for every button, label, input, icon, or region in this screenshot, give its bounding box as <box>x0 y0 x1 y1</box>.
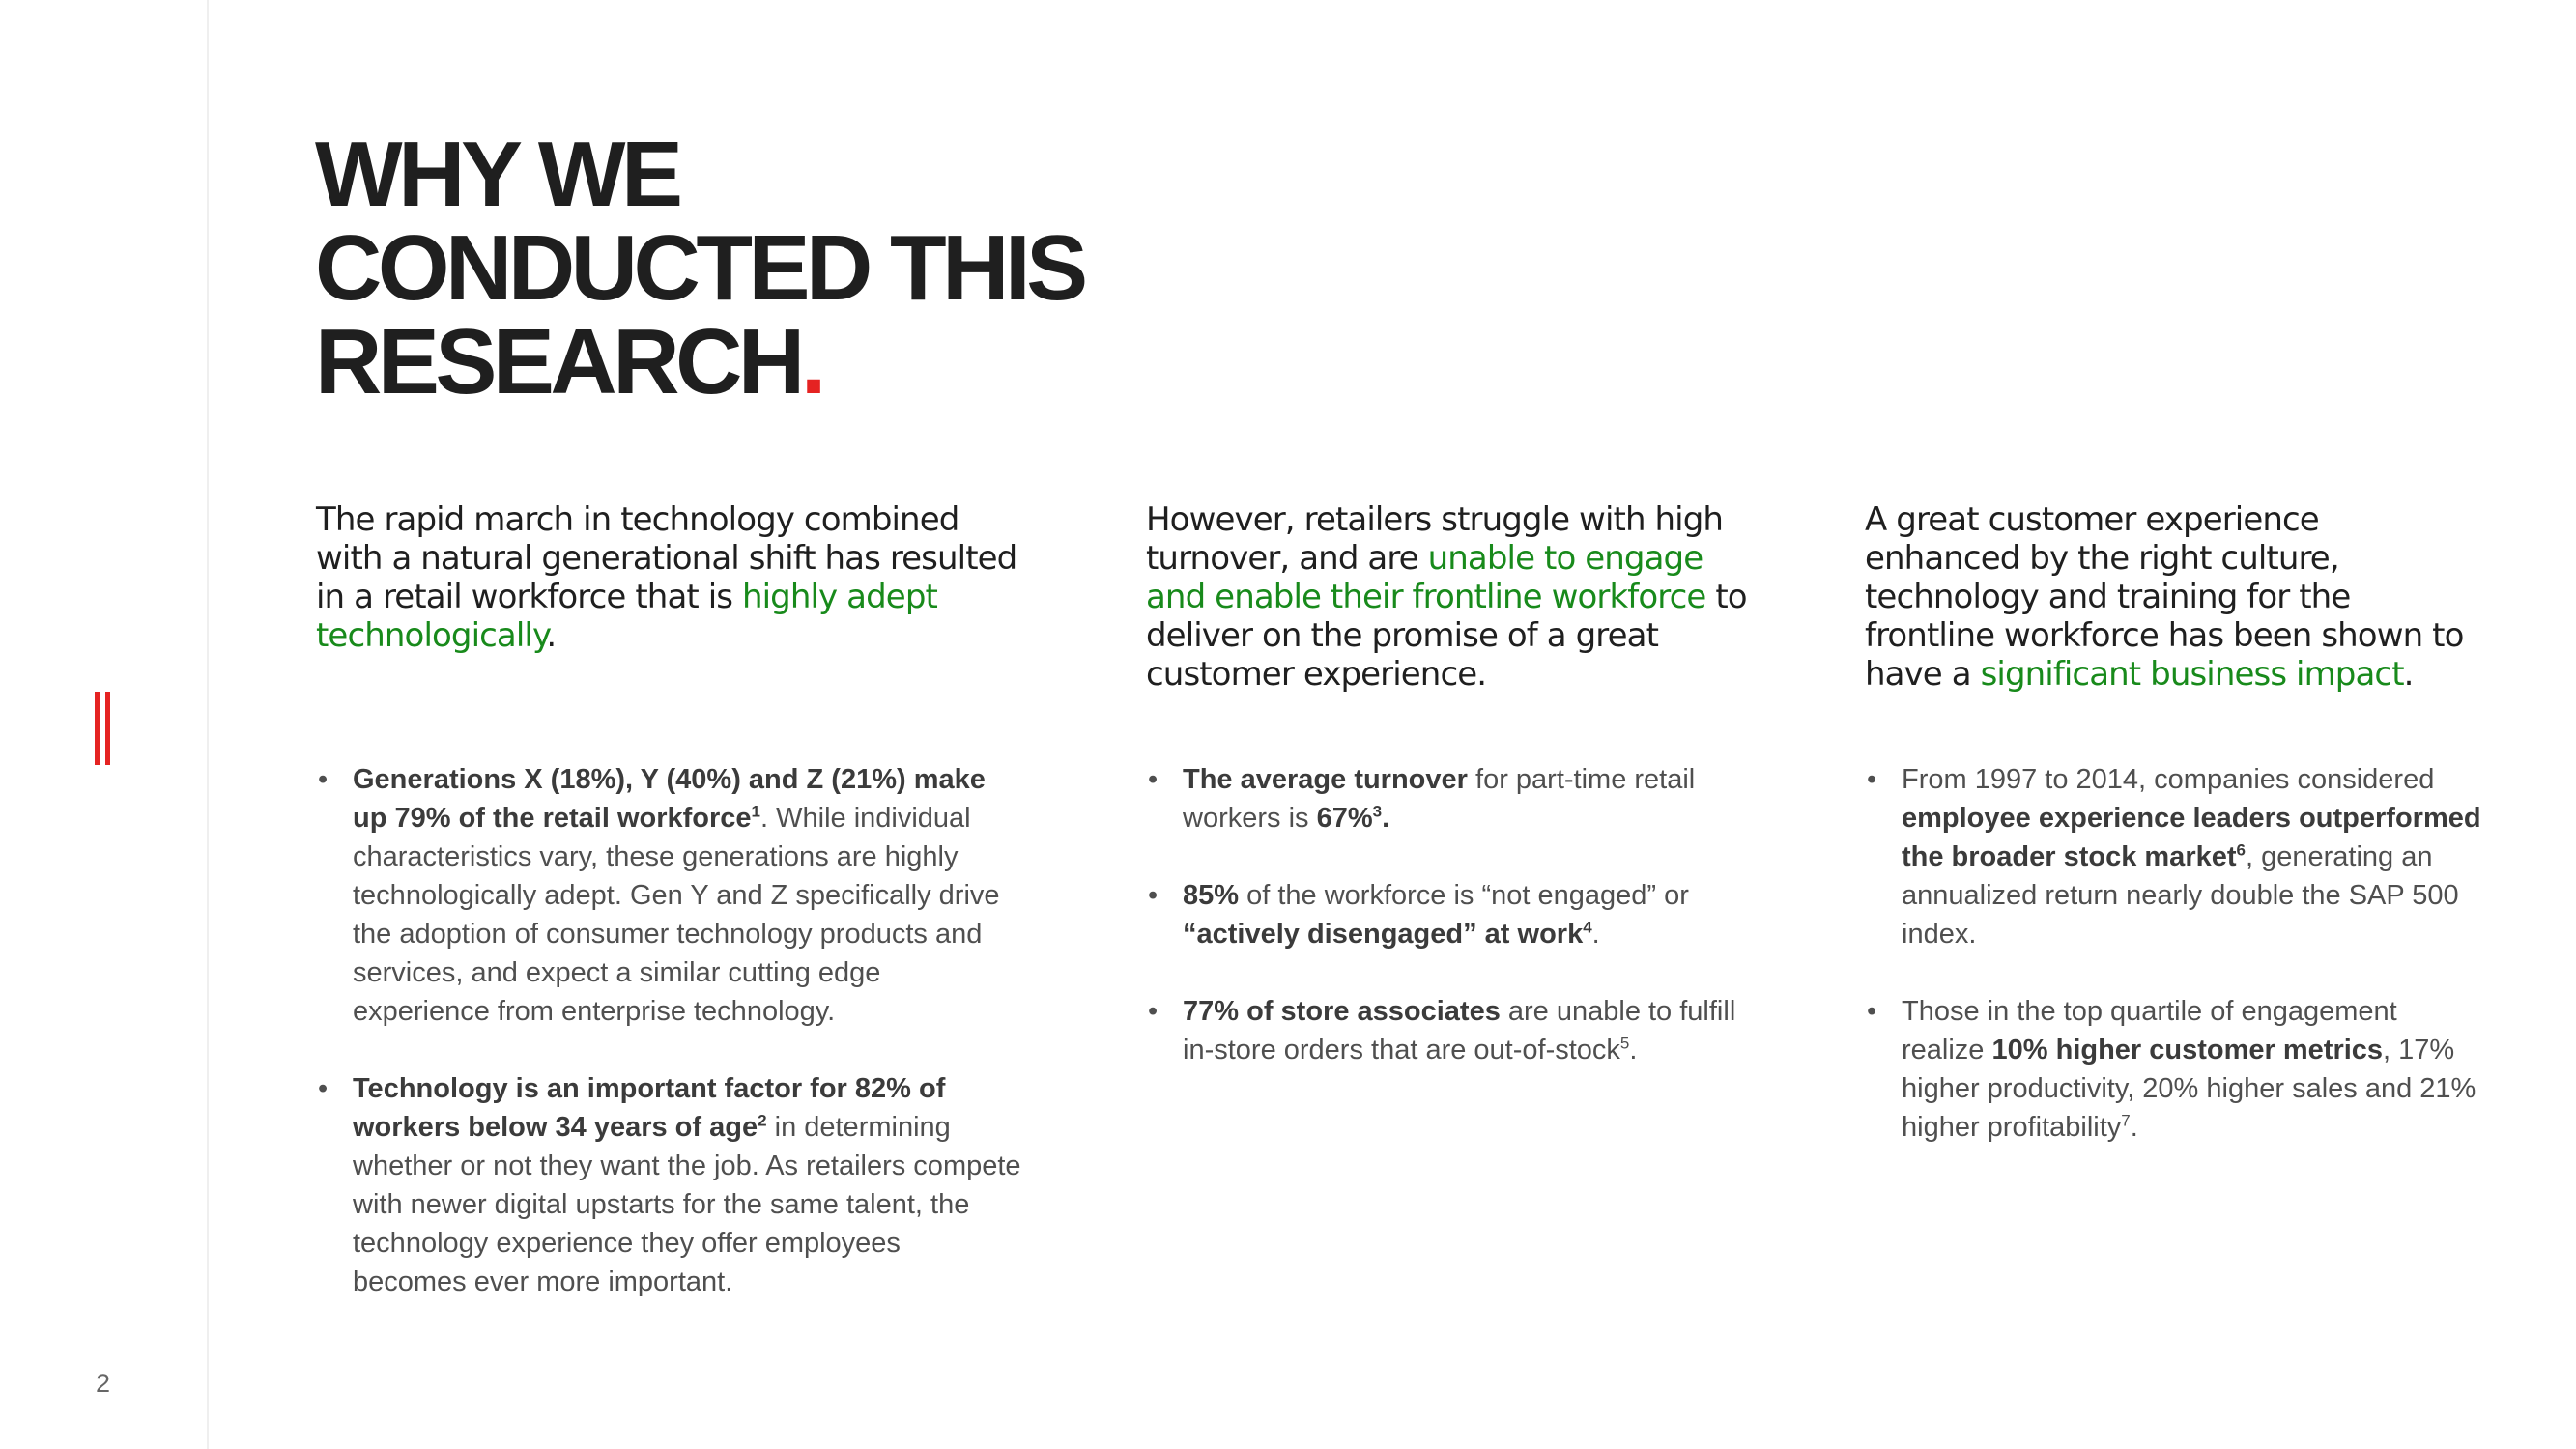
bullet-item: • Those in the top quartile of engagement realize 10% higher customer metrics, 17% higher productivity, 20% higher sales and 21% higher profitability$^7$. <box>1865 992 2483 1147</box>
red-bar-mark <box>95 692 112 765</box>
left-rail-divider <box>207 0 209 1449</box>
bullet-dot-icon: • <box>1148 764 1159 795</box>
bullet-dot-icon: • <box>318 764 329 795</box>
title-red-dot: . <box>800 310 822 413</box>
column-generational-shift <box>316 500 1021 1297</box>
bullet-item: • 85% of the workforce is “not engaged” or “actively disengaged” at work$^4$. <box>1146 876 1755 953</box>
intro-highlight: unable to engage and enable their frontline workforce <box>1146 539 1706 616</box>
intro-highlight: highly adept technologically <box>316 578 937 655</box>
bullet-item: • Technology is an important factor for 82% of workers below 34 years of age$^2$ in determining whether or not they want the job. As retailers compete with newer digital upstarts for the same talent, the technology experience they offer employees becomes ever more important. <box>316 1069 1021 1301</box>
page-title <box>315 123 1084 413</box>
bullet-dot-icon: • <box>318 1073 329 1104</box>
column-intro: A great customer experience enhanced by the right culture, technology and training for the frontline workforce has been shown to have a significant business impact. <box>1865 500 2464 694</box>
bullet-item: • Generations X (18%), Y (40%) and Z (21%) make up 79% of the retail workforce$^1$. While individual characteristics vary, these generations are highly technologically adept. Gen Y and Z specifically drive the adoption of consumer technology products and services, and expect a similar cutting edge experience from enterprise technology. <box>316 760 1021 1031</box>
column-business-impact <box>1865 500 2483 1143</box>
bullet-dot-icon: • <box>1867 996 1877 1027</box>
column-turnover <box>1146 500 1755 1065</box>
title-line-3: RESEARCH. <box>315 310 822 413</box>
title-line-2: CONDUCTED THIS <box>315 216 1084 320</box>
column-intro: The rapid march in technology combined with a natural generational shift has resulted in a retail workforce that is highly adept technologically. <box>316 500 1017 655</box>
bullet-item: • 77% of store associates are unable to fulfill in-store orders that are out-of-stock$^5$. <box>1146 992 1755 1069</box>
title-line-1: WHY WE <box>315 123 679 226</box>
bullet-list <box>1146 760 1755 1108</box>
bullet-list <box>316 760 1021 1340</box>
bullet-dot-icon: • <box>1148 996 1159 1027</box>
bullet-dot-icon: • <box>1867 764 1877 795</box>
page-number: 2 <box>96 1369 111 1398</box>
intro-highlight: significant business impact <box>1980 655 2404 694</box>
column-intro: However, retailers struggle with high turnover, and are unable to engage and enable their frontline workforce to deliver on the promise of a great customer experience. <box>1146 500 1747 694</box>
bullet-item: • The average turnover for part-time retail workers is 67%$^3$. <box>1146 760 1755 838</box>
bullet-list <box>1865 760 2483 1185</box>
bullet-item: • From 1997 to 2014, companies considered employee experience leaders outperformed the broader stock market$^6$, generating an annualized return nearly double the SAP 500 index. <box>1865 760 2483 953</box>
bullet-dot-icon: • <box>1148 880 1159 911</box>
